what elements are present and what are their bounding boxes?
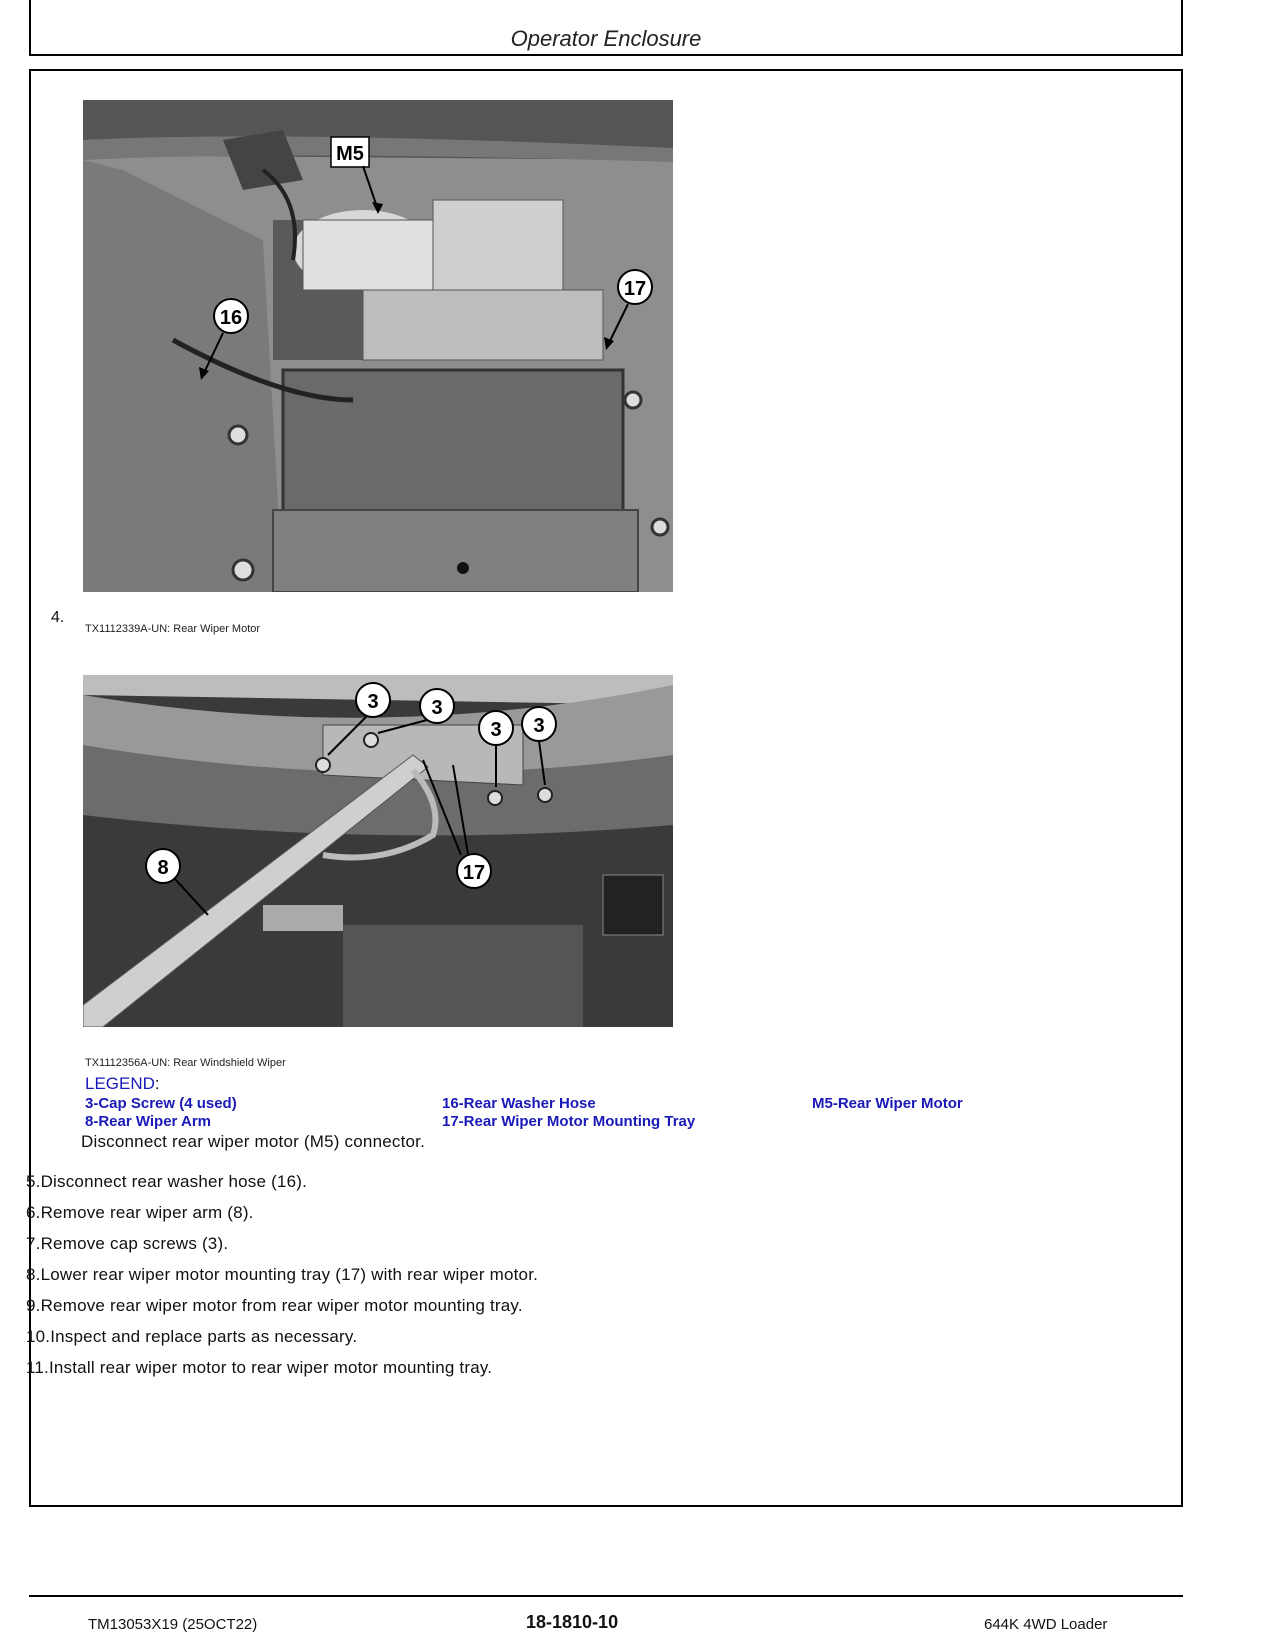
step-9: 9.Remove rear wiper motor from rear wiper motor mounting tray. xyxy=(26,1296,523,1315)
figure-2-caption: TX1112356A-UN: Rear Windshield Wiper xyxy=(85,1057,286,1069)
callout-8: 8 xyxy=(157,857,169,879)
figure-1-caption: TX1112339A-UN: Rear Wiper Motor xyxy=(85,623,261,635)
callout-3c: 3 xyxy=(490,719,502,741)
callout-17: 17 xyxy=(623,278,647,300)
step-8: 8.Lower rear wiper motor mounting tray (17) with rear wiper motor. xyxy=(26,1265,539,1284)
legend-item-mounting-tray: 17-Rear Wiper Motor Mounting Tray xyxy=(442,1113,696,1130)
page-header xyxy=(29,0,1183,56)
callout-3b: 3 xyxy=(431,697,443,719)
footer-divider xyxy=(29,1595,1183,1597)
step-10: 10.Inspect and replace parts as necessary. xyxy=(26,1327,358,1346)
legend-item-cap-screw: 3-Cap Screw (4 used) xyxy=(85,1095,237,1112)
rear-wiper-motor-photo xyxy=(83,100,673,592)
rear-windshield-wiper-photo xyxy=(83,675,673,1027)
step-6: 6.Remove rear wiper arm (8). xyxy=(26,1203,254,1222)
footer-page-number: 18-1810-10 xyxy=(526,1612,619,1632)
legend-item-rear-wiper-motor: M5-Rear Wiper Motor xyxy=(812,1095,963,1112)
legend-item-rear-wiper-arm: 8-Rear Wiper Arm xyxy=(85,1113,212,1130)
legend-heading: LEGEND: xyxy=(85,1074,160,1093)
legend-title: LEGEND xyxy=(85,1074,155,1093)
footer-document-id: TM13053X19 (25OCT22) xyxy=(88,1616,258,1633)
callout-3a: 3 xyxy=(367,691,379,713)
legend-item-rear-washer-hose: 16-Rear Washer Hose xyxy=(442,1095,596,1112)
callout-16: 16 xyxy=(219,307,243,329)
step-4-text: Disconnect rear wiper motor (M5) connector. xyxy=(81,1132,426,1151)
footer-machine-name: 644K 4WD Loader xyxy=(984,1616,1108,1633)
callout-m5: M5 xyxy=(336,143,364,165)
callout-17b: 17 xyxy=(462,862,486,884)
callout-3d: 3 xyxy=(533,715,545,737)
page-title: Operator Enclosure xyxy=(510,26,702,51)
step-7: 7.Remove cap screws (3). xyxy=(26,1234,229,1253)
step-number-4: 4. xyxy=(51,609,65,626)
step-5: 5.Disconnect rear washer hose (16). xyxy=(26,1172,308,1191)
step-11: 11.Install rear wiper motor to rear wiper motor mounting tray. xyxy=(26,1358,493,1377)
procedure-content xyxy=(26,69,1183,1507)
